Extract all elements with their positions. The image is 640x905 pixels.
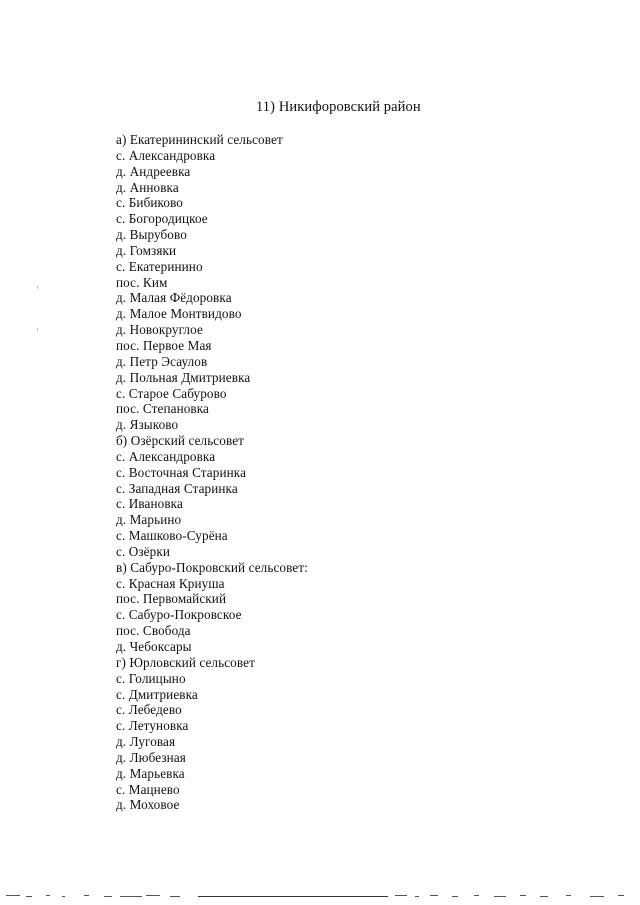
- list-item: с. Екатеринино: [116, 258, 203, 274]
- list-item: с. Старое Сабурово: [116, 385, 227, 401]
- list-item: д. Петр Эсаулов: [116, 353, 208, 369]
- list-item: д. Польная Дмитриевка: [116, 369, 251, 385]
- list-item: с. Сабуро-Покровское: [116, 607, 242, 623]
- list-item: пос. Степановка: [116, 401, 210, 417]
- list-item: с. Дмитриевка: [116, 686, 198, 702]
- scan-artifact-mark: [37, 286, 38, 289]
- list-item: д. Вырубово: [116, 227, 187, 243]
- scan-noise-bottom: [0, 894, 640, 898]
- list-item: с. Александровка: [116, 448, 216, 464]
- list-item: д. Малое Монтвидово: [116, 306, 242, 322]
- settlement-list: [116, 132, 308, 813]
- scan-artifact-mark: [37, 328, 38, 331]
- list-item: с. Лебедево: [116, 702, 182, 718]
- list-item: с. Летуновка: [116, 718, 189, 734]
- list-item: д. Моховое: [116, 797, 180, 813]
- list-item: д. Андреевка: [116, 163, 191, 179]
- page-heading: 11) Никифоровский район: [256, 99, 421, 115]
- list-item: с. Бибиково: [116, 195, 184, 211]
- list-item: с. Мацнево: [116, 781, 180, 797]
- list-item: д. Языково: [116, 417, 179, 433]
- list-item: д. Марьино: [116, 512, 182, 528]
- list-item: а) Екатерининский сельсовет: [116, 132, 283, 147]
- list-item: пос. Первомайский: [116, 591, 227, 607]
- list-item: с. Машково-Сурёна: [116, 528, 228, 544]
- list-item: д. Любезная: [116, 749, 186, 765]
- list-item: пос. Ким: [116, 274, 168, 290]
- list-item: с. Богородицкое: [116, 211, 208, 227]
- list-item: с. Александровка: [116, 147, 216, 163]
- list-item: д. Марьевка: [116, 765, 185, 781]
- list-item: с. Голицыно: [116, 670, 186, 686]
- list-item: с. Западная Старинка: [116, 480, 238, 496]
- list-item: пос. Первое Мая: [116, 337, 212, 353]
- list-item: д. Луговая: [116, 734, 176, 750]
- list-item: д. Малая Фёдоровка: [116, 290, 232, 306]
- list-item: д. Чебоксары: [116, 639, 192, 654]
- list-item: в) Сабуро-Покровский сельсовет:: [116, 559, 308, 575]
- list-item: с. Озёрки: [116, 543, 170, 559]
- list-item: с. Восточная Старинка: [116, 464, 247, 480]
- list-item: д. Анновка: [116, 179, 179, 195]
- list-item: с. Красная Криуша: [116, 575, 225, 591]
- list-item: с. Ивановка: [116, 496, 183, 512]
- list-item: г) Юрловский сельсовет: [116, 654, 255, 670]
- list-item: д. Новокруглое: [116, 322, 203, 338]
- list-item: б) Озёрский сельсовет: [116, 433, 245, 449]
- list-item: пос. Свобода: [116, 623, 191, 639]
- list-item: д. Гомзяки: [116, 242, 177, 258]
